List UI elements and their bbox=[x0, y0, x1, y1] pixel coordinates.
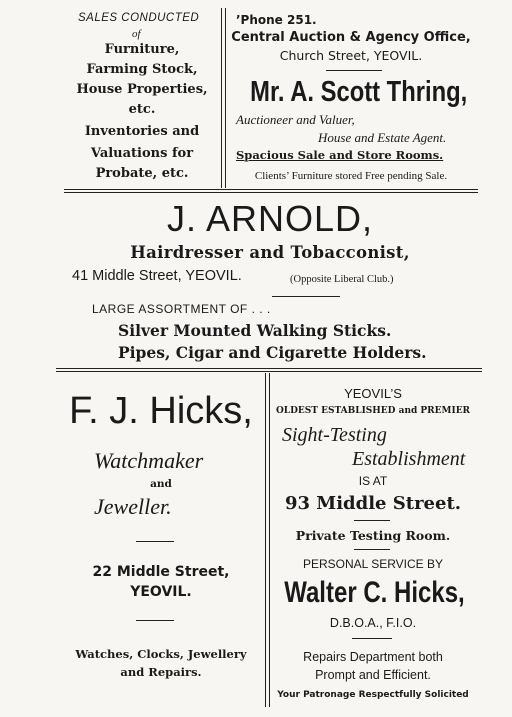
hicks-right-rule-2 bbox=[354, 549, 390, 550]
arnold-section-rule-2 bbox=[56, 371, 482, 372]
sales-line-etc: etc. bbox=[128, 102, 156, 117]
hicks-right-rule-3 bbox=[352, 638, 392, 639]
prompt-efficient: Prompt and Efficient. bbox=[315, 668, 431, 682]
hicks-right-address: 93 Middle Street. bbox=[284, 493, 462, 514]
hicks-right-rule-1 bbox=[354, 520, 390, 521]
top-section-rule-2 bbox=[64, 192, 478, 193]
hicks-left-address: 22 Middle Street, bbox=[92, 564, 230, 580]
office-street: Church Street, YEOVIL. bbox=[279, 48, 423, 63]
sales-of: of bbox=[132, 28, 141, 40]
private-testing-room: Private Testing Room. bbox=[295, 528, 451, 543]
sales-line-probate: Probate, etc. bbox=[95, 166, 189, 181]
arnold-section-rule-1 bbox=[56, 368, 482, 369]
sales-line-furniture: Furniture, bbox=[104, 42, 180, 57]
arnold-opposite: (Opposite Liberal Club.) bbox=[290, 274, 394, 285]
arnold-assortment: LARGE ASSORTMENT OF . . . bbox=[92, 302, 271, 316]
phone-number: ’Phone 251. bbox=[236, 13, 317, 27]
top-divider-right bbox=[225, 8, 226, 188]
bottom-divider-right bbox=[269, 373, 270, 707]
auctioneer-name: Mr. A. Scott Thring, bbox=[250, 76, 468, 108]
arnold-pipes: Pipes, Cigar and Cigarette Holders. bbox=[118, 343, 427, 362]
and-label: and bbox=[150, 478, 172, 490]
arnold-trade: Hairdresser and Tobacconist, bbox=[130, 243, 410, 262]
sight-testing: Sight-Testing bbox=[282, 424, 387, 446]
top-section-rule-1 bbox=[64, 189, 478, 190]
is-at-label: IS AT bbox=[358, 474, 388, 488]
sales-line-house: House Properties, bbox=[76, 82, 208, 97]
hicks-left-rule-2 bbox=[136, 620, 174, 621]
hicks-left-town: YEOVIL. bbox=[130, 584, 192, 600]
top-divider-left bbox=[221, 8, 222, 188]
sales-heading: SALES CONDUCTED bbox=[78, 12, 200, 24]
arnold-address: 41 Middle Street, YEOVIL. bbox=[72, 268, 242, 284]
storage-note: Clients’ Furniture stored Free pending Sale. bbox=[254, 170, 448, 182]
fj-hicks-name: F. J. Hicks, bbox=[69, 390, 253, 432]
office-name: Central Auction & Agency Office, bbox=[231, 30, 471, 45]
sales-line-farming: Farming Stock, bbox=[86, 62, 198, 77]
hicks-left-repairs-2: and Repairs. bbox=[120, 665, 202, 679]
oldest-established: OLDEST ESTABLISHED and PREMIER bbox=[275, 406, 471, 416]
establishment-label: Establishment bbox=[352, 448, 466, 470]
personal-service: PERSONAL SERVICE BY bbox=[302, 557, 444, 571]
repairs-department: Repairs Department both bbox=[303, 650, 443, 664]
qualifications: D.B.O.A., F.I.O. bbox=[329, 616, 417, 630]
walter-hicks-name: Walter C. Hicks, bbox=[284, 576, 465, 609]
short-rule-top bbox=[326, 70, 382, 71]
yeovils-label: YEOVIL’S bbox=[344, 386, 402, 401]
sale-rooms: Spacious Sale and Store Rooms. bbox=[236, 148, 444, 162]
sales-line-inventories: Inventories and bbox=[84, 124, 200, 139]
arnold-name: J. ARNOLD, bbox=[166, 198, 374, 239]
arnold-walking-sticks: Silver Mounted Walking Sticks. bbox=[118, 321, 392, 340]
patronage-line: Your Patronage Respectfully Solicited bbox=[277, 690, 469, 700]
sales-line-valuations: Valuations for bbox=[90, 146, 194, 161]
watchmaker-label: Watchmaker bbox=[94, 448, 204, 473]
role-auctioneer: Auctioneer and Valuer, bbox=[236, 112, 355, 127]
arnold-rule bbox=[272, 296, 340, 297]
role-agent: House and Estate Agent. bbox=[318, 130, 447, 145]
jeweller-label: Jeweller. bbox=[94, 494, 172, 519]
bottom-divider-left bbox=[265, 373, 266, 707]
hicks-left-rule bbox=[136, 541, 174, 542]
hicks-left-repairs: Watches, Clocks, Jewellery bbox=[75, 647, 247, 661]
